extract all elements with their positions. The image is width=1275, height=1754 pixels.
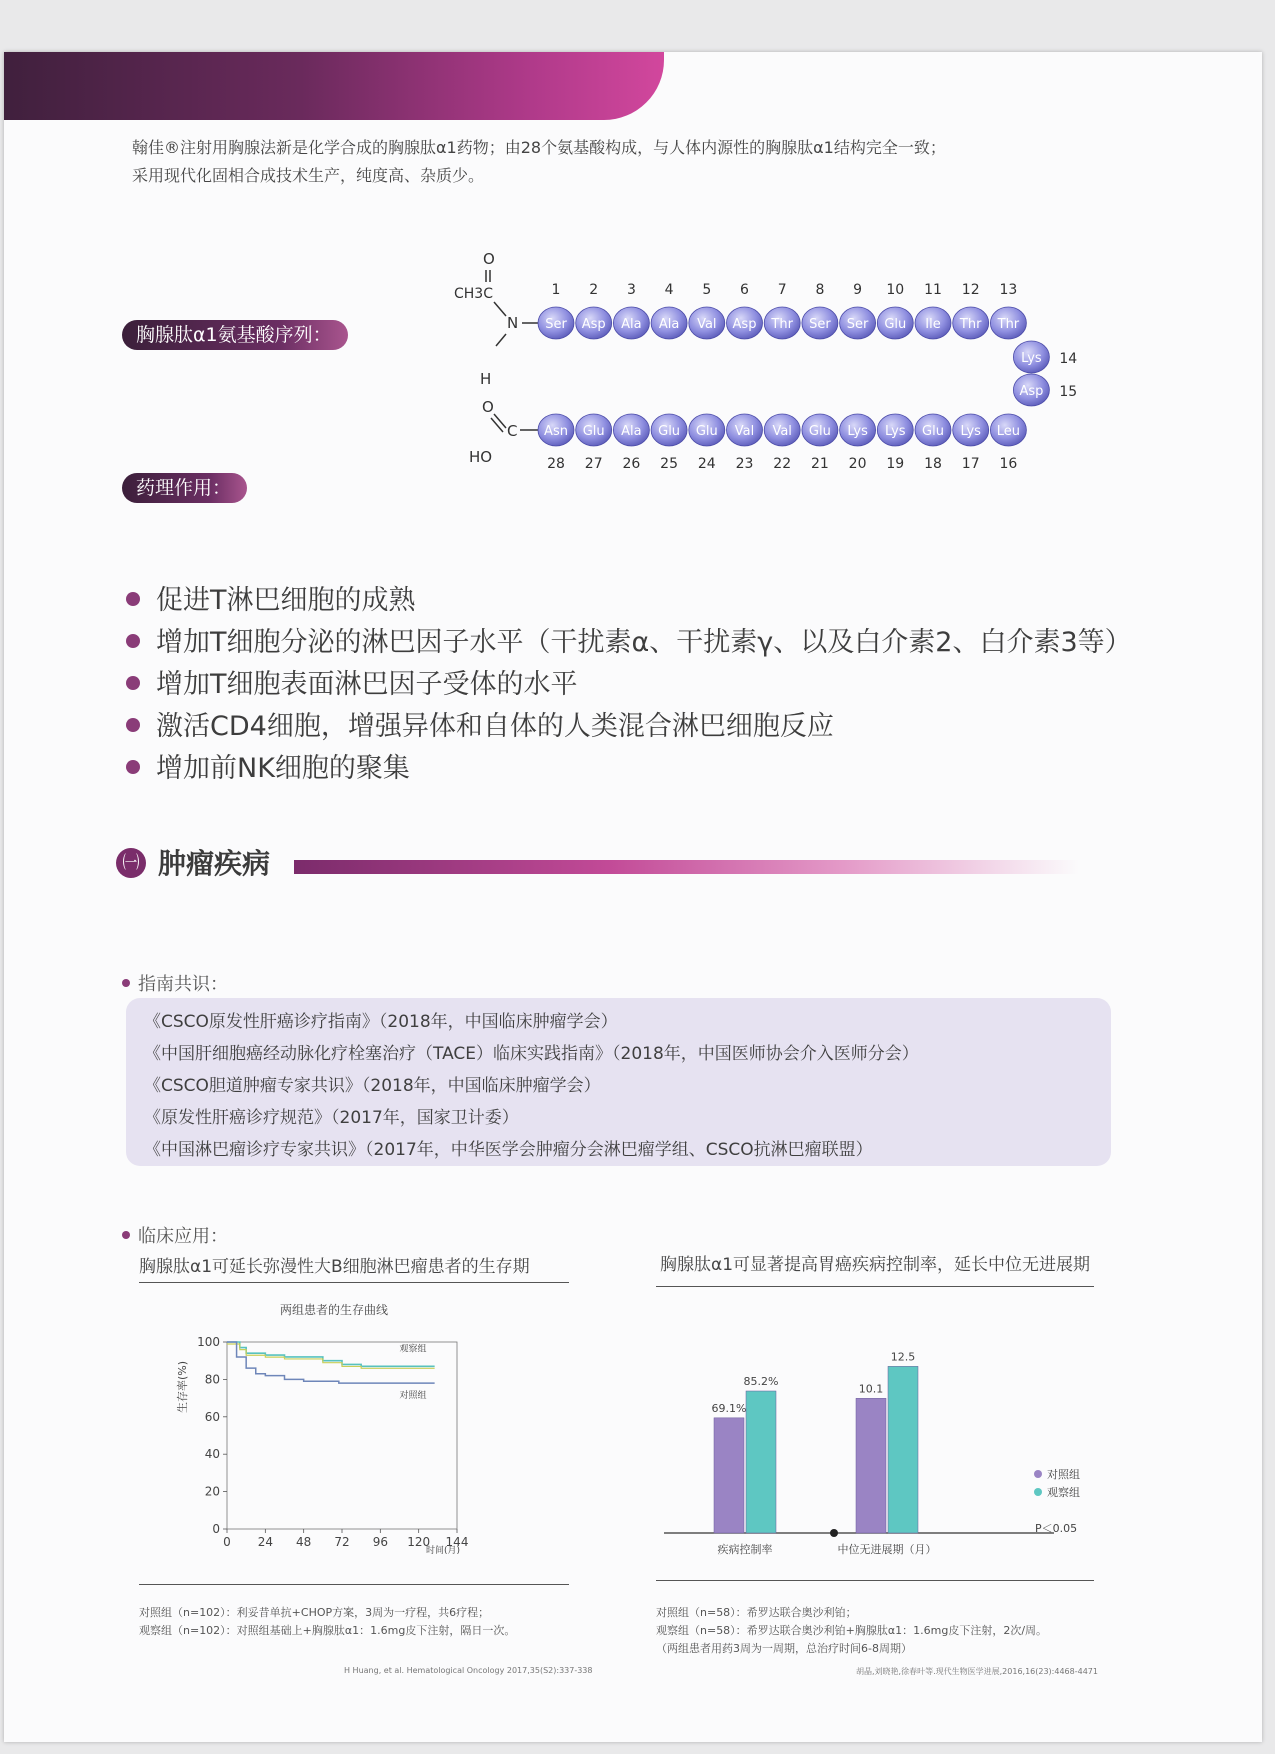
x-tick-label: 96 <box>372 1535 388 1549</box>
list-item <box>126 706 1132 748</box>
residue-number: 3 <box>626 282 636 298</box>
n-term-o: O <box>483 250 495 268</box>
residue-number: 18 <box>924 456 942 472</box>
bullet-icon <box>122 1231 130 1239</box>
residue-number: 27 <box>584 456 603 472</box>
divider <box>139 1584 569 1585</box>
legend <box>1034 1467 1080 1499</box>
c-term-o: O <box>482 398 494 416</box>
residue-number: 24 <box>697 456 716 472</box>
guidelines-box <box>126 998 1111 1166</box>
guideline-item: 《CSCO胆道肿瘤专家共识》（2018年，中国临床肿瘤学会） <box>144 1076 601 1096</box>
list-item <box>126 748 1132 790</box>
bullet-icon <box>122 979 130 987</box>
divider <box>139 1282 569 1283</box>
x-tick-label: 120 <box>407 1535 431 1549</box>
residue-number: 8 <box>815 282 825 298</box>
residue-label: Asp <box>1019 384 1044 399</box>
list-item <box>126 622 1132 664</box>
top-residue-row <box>538 282 1026 339</box>
pharmacology-list <box>126 580 1132 790</box>
list-item-text: 增加T细胞表面淋巴因子受体的水平 <box>156 669 578 700</box>
residue-number: 25 <box>660 456 679 472</box>
section-divider-bar <box>294 860 1079 874</box>
series-label: 观察组 <box>399 1344 427 1355</box>
bars <box>712 1350 918 1533</box>
series-lines <box>227 1342 435 1401</box>
bar <box>856 1398 886 1533</box>
c-term-c: C <box>507 422 518 440</box>
y-tick-label: 60 <box>204 1409 220 1424</box>
guidelines-label: 指南共识： <box>138 974 228 995</box>
residue-label: Glu <box>922 424 944 439</box>
n-term-ch3c: CH3C <box>454 286 493 302</box>
note-line: 观察组（n=102）：对照组基础上+胸腺肽α1：1.6mg皮下注射，隔日一次。 <box>139 1624 516 1637</box>
residue-number: 6 <box>740 282 749 298</box>
residue-label: Val <box>734 424 755 439</box>
y-tick-label: 40 <box>204 1447 220 1462</box>
series-label: 对照组 <box>399 1391 427 1402</box>
residue-label: Glu <box>658 424 681 439</box>
list-item <box>126 580 1132 622</box>
bullet-icon <box>126 760 140 774</box>
residue-label: Ser <box>545 317 567 332</box>
residue-number: 4 <box>664 282 674 298</box>
n-term-h: H <box>480 370 492 388</box>
intro-text <box>132 134 946 190</box>
note-line: 对照组（n=102）：利妥昔单抗+CHOP方案，3周为一疗程，共6疗程； <box>139 1606 490 1619</box>
bar-value-label: 69.1% <box>711 1401 747 1415</box>
residue-label: Ser <box>809 317 831 332</box>
bullet-icon <box>126 592 140 606</box>
legend-label: 观察组 <box>1047 1486 1080 1499</box>
residue-label: Lys <box>960 424 981 439</box>
x-tick-label: 24 <box>257 1535 273 1549</box>
residue-number: 23 <box>735 456 754 472</box>
residue-label: Asp <box>732 317 757 332</box>
bar <box>746 1391 776 1533</box>
residue-number: 7 <box>777 282 787 298</box>
residue-label: Ala <box>658 317 680 332</box>
residue-number: 14 <box>1059 351 1078 367</box>
residue-label: Thr <box>771 317 793 332</box>
sequence-label: 胸腺肽α1氨基酸序列： <box>122 320 348 350</box>
bar <box>714 1418 744 1533</box>
section-title: 肿瘤疾病 <box>158 847 271 880</box>
n-term-n: N <box>507 314 519 332</box>
residue-number: 15 <box>1059 384 1078 400</box>
residue-label: Lys <box>885 424 906 439</box>
legend-swatch <box>1034 1488 1042 1496</box>
y-tick-label: 80 <box>204 1372 220 1387</box>
header-banner <box>4 52 664 120</box>
residue-label: Glu <box>808 424 831 439</box>
bottom-residue-row <box>538 414 1026 472</box>
guidelines-subheading <box>122 970 228 996</box>
residue-number: 5 <box>702 282 712 298</box>
residue-label: Glu <box>582 424 605 439</box>
x-tick-label: 48 <box>296 1535 312 1549</box>
intro-line-2: 采用现代化固相合成技术生产，纯度高、杂质少。 <box>132 166 485 185</box>
bullet-icon <box>126 676 140 690</box>
x-axis-label: 时间(月) <box>426 1546 461 1556</box>
axis-marker <box>830 1529 838 1537</box>
list-item-text: 激活CD4细胞，增强异体和自体的人类混合淋巴细胞反应 <box>156 711 834 742</box>
y-axis-label: 生存率(%) <box>176 1360 189 1414</box>
divider <box>656 1580 1094 1581</box>
list-item-text: 增加前NK细胞的聚集 <box>156 753 410 784</box>
guideline-item: 《原发性肝癌诊疗规范》（2017年，国家卫计委） <box>144 1108 519 1128</box>
clinical-subheading <box>122 1222 228 1248</box>
residue-number: 12 <box>961 282 980 298</box>
bar <box>888 1366 918 1533</box>
bullet-icon <box>126 634 140 648</box>
residue-number: 1 <box>551 282 561 298</box>
y-tick-label: 100 <box>197 1335 220 1349</box>
survival-chart-notes <box>139 1604 515 1640</box>
residue-number: 26 <box>622 456 641 472</box>
residue-label: Thr <box>959 317 982 332</box>
guideline-item: 《CSCO原发性肝癌诊疗指南》（2018年，中国临床肿瘤学会） <box>144 1012 618 1032</box>
bullet-icon <box>126 718 140 732</box>
gastric-chart-notes <box>656 1604 1047 1658</box>
residue-label: Thr <box>997 317 1020 332</box>
survival-curve-chart <box>164 1292 504 1572</box>
x-tick-label: 144 <box>445 1535 469 1549</box>
residue-label: Glu <box>884 317 907 332</box>
clinical-label: 临床应用： <box>138 1226 228 1247</box>
residue-number: 16 <box>999 456 1018 472</box>
bar-value-label: 85.2% <box>743 1375 779 1388</box>
residue-number: 13 <box>999 282 1018 298</box>
y-tick-label: 0 <box>212 1522 220 1536</box>
turn-residue-row <box>1013 341 1077 406</box>
residue-label: Glu <box>695 424 718 439</box>
note-line: 对照组（n=58）：希罗达联合奥沙利铂； <box>656 1606 857 1619</box>
divider <box>656 1286 1094 1287</box>
residue-number: 17 <box>961 456 980 472</box>
survival-chart-title: 两组患者的生存曲线 <box>279 1303 389 1317</box>
y-tick-label: 20 <box>204 1484 220 1499</box>
p-value: P＜0.05 <box>1035 1522 1078 1535</box>
legend-label: 对照组 <box>1047 1468 1080 1481</box>
note-line: 观察组（n=58）：希罗达联合奥沙利铂+胸腺肽α1：1.6mg皮下注射，2次/周。 <box>656 1624 1048 1637</box>
pharmacology-label: 药理作用： <box>122 473 247 503</box>
citation: H Huang, et al. Hematological Oncology 2017,35(S2):337-338 <box>344 1666 593 1675</box>
note-line: （两组患者用药3周为一周期，总治疗时间6-8周期） <box>656 1642 912 1655</box>
y-ticks <box>197 1335 227 1536</box>
residue-number: 10 <box>886 282 905 298</box>
residue-label: Ile <box>925 317 941 332</box>
guideline-item: 《中国淋巴瘤诊疗专家共识》（2017年，中华医学会肿瘤分会淋巴瘤学组、CSCO抗淋巴瘤联盟） <box>144 1140 873 1160</box>
residue-label: Asp <box>581 317 606 332</box>
residue-label: Asn <box>544 424 568 439</box>
amino-acid-sequence-diagram <box>444 224 1144 484</box>
category-label: 中位无进展期（月） <box>837 1543 937 1556</box>
residue-label: Ala <box>621 317 642 332</box>
bar-value-label: 10.1 <box>858 1382 884 1396</box>
residue-label: Lys <box>1021 351 1042 366</box>
guideline-item: 《中国肝细胞癌经动脉化疗栓塞治疗（TACE）临床实践指南》（2018年，中国医师协会介入医师分会） <box>144 1044 919 1064</box>
category-labels <box>718 1542 937 1556</box>
residue-label: Ala <box>621 424 642 439</box>
legend-swatch <box>1034 1470 1042 1478</box>
gastric-bar-chart <box>659 1302 1099 1572</box>
residue-number: 11 <box>924 282 942 298</box>
x-tick-label: 72 <box>334 1535 350 1549</box>
residue-label: Val <box>772 424 792 439</box>
c-terminus <box>469 398 539 466</box>
list-item-text: 促进T淋巴细胞的成熟 <box>156 585 416 616</box>
residue-number: 19 <box>886 456 905 472</box>
residue-number: 9 <box>853 282 863 298</box>
list-item <box>126 664 1132 706</box>
residue-label: Val <box>697 317 717 332</box>
intro-line-1: 翰佳®注射用胸腺法新是化学合成的胸腺肽α1药物；由28个氨基酸构成，与人体内源性的胸腺肽α1结构完全一致； <box>132 138 946 157</box>
residue-number: 22 <box>773 456 792 472</box>
residue-number: 21 <box>810 456 829 472</box>
residue-label: Lys <box>847 424 868 439</box>
document-page <box>4 52 1262 1742</box>
c-term-ho: HO <box>469 448 493 466</box>
residue-number: 2 <box>589 282 599 298</box>
n-terminus <box>454 250 539 388</box>
category-label: 疾病控制率 <box>717 1543 773 1556</box>
residue-label: Leu <box>996 424 1021 439</box>
section-number-badge: ㈠ <box>116 848 146 878</box>
residue-number: 28 <box>547 456 565 472</box>
residue-number: 20 <box>848 456 867 472</box>
bar-value-label: 12.5 <box>890 1350 916 1364</box>
plot-frame <box>227 1342 457 1529</box>
citation: 胡晶,刘晓艳,徐春叶等.现代生物医学进展,2016,16(23):4468-4471 <box>856 1667 1098 1676</box>
list-item-text: 增加T细胞分泌的淋巴因子水平（干扰素α、干扰素γ、以及白介素2、白介素3等） <box>156 627 1132 658</box>
survival-chart-heading: 胸腺肽α1可延长弥漫性大B细胞淋巴瘤患者的生存期 <box>139 1257 530 1277</box>
x-tick-label: 0 <box>223 1535 231 1549</box>
residue-label: Ser <box>846 317 869 332</box>
gastric-chart-heading: 胸腺肽α1可显著提高胃癌疾病控制率，延长中位无进展期 <box>660 1255 1091 1275</box>
